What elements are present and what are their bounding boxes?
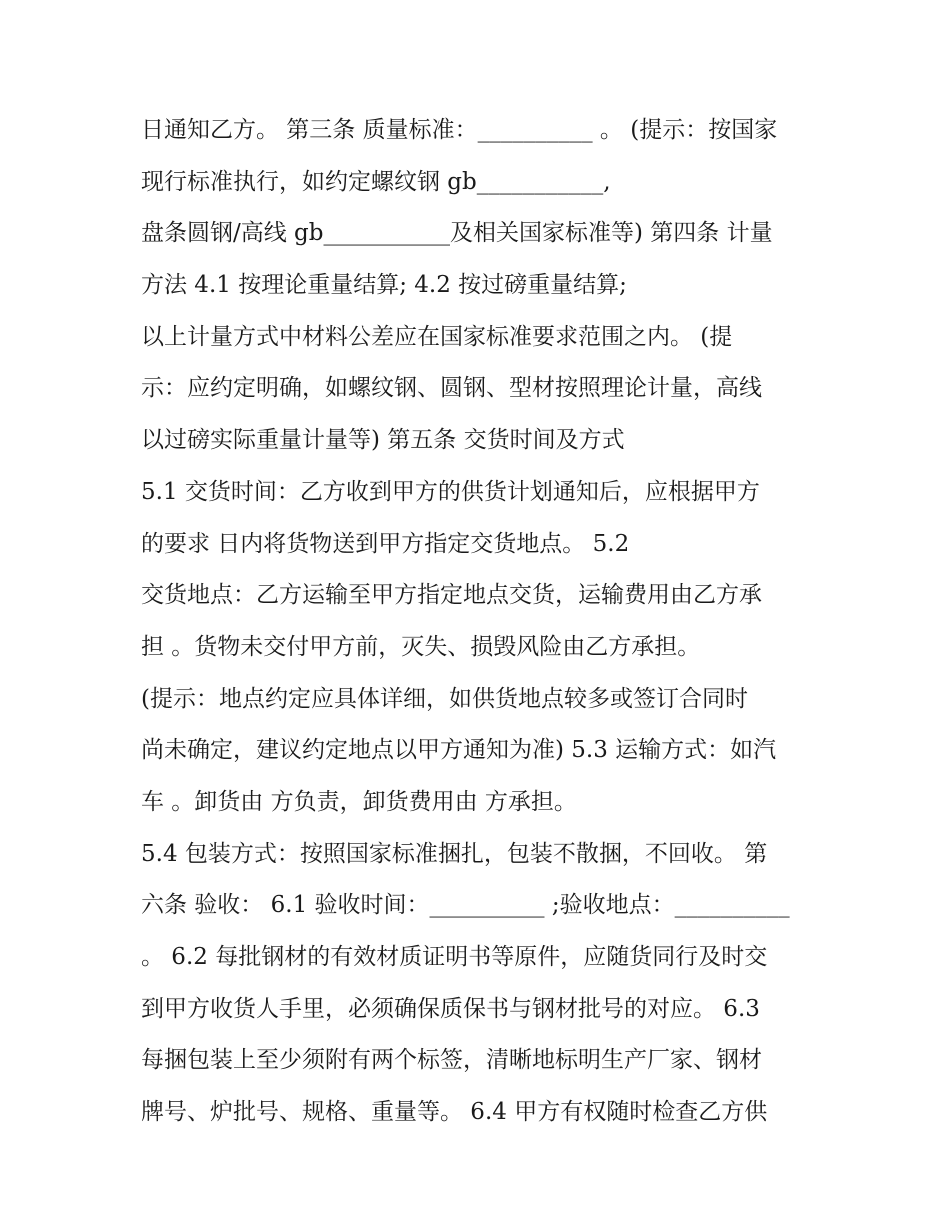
text-line-2: 现行标准执行，如约定螺纹钢 gb___________, xyxy=(141,168,611,195)
text-line-16: 六条 验收： 6.1 验收时间：__________ ;验收地点：__________ xyxy=(141,892,790,919)
text-line-3: 盘条圆钢/高线 gb___________及相关国家标准等) 第四条 计量 xyxy=(141,220,773,247)
text-line-7: 以过磅实际重量计量等) 第五条 交货时间及方式 xyxy=(141,427,625,454)
text-line-17: 。 6.2 每批钢材的有效材质证明书等原件，应随货同行及时交 xyxy=(141,944,768,970)
text-line-14: 车 。卸货由 方负责，卸货费用由 方承担。 xyxy=(141,788,577,815)
text-line-5: 以上计量方式中材料公差应在国家标准要求范围之内。 (提 xyxy=(141,323,733,350)
text-line-10: 交货地点：乙方运输至甲方指定地点交货，运输费用由乙方承 xyxy=(141,582,762,609)
text-line-20: 牌号、炉批号、规格、重量等。 6.4 甲方有权随时检查乙方供 xyxy=(141,1099,768,1126)
text-line-6: 示：应约定明确，如螺纹钢、圆钢、型材按照理论计量，高线 xyxy=(141,375,762,402)
text-line-8: 5.1 交货时间：乙方收到甲方的供货计划通知后，应根据甲方 xyxy=(141,478,760,505)
text-line-12: (提示：地点约定应具体详细，如供货地点较多或签订合同时 xyxy=(141,685,748,712)
text-line-4: 方法 4.1 按理论重量结算; 4.2 按过磅重量结算; xyxy=(141,272,627,299)
contract-text-body xyxy=(141,108,821,1142)
text-line-13: 尚未确定，建议约定地点以甲方通知为准) 5.3 运输方式：如汽 xyxy=(141,737,777,764)
text-line-1: 日通知乙方。 第三条 质量标准：__________ 。 (提示：按国家 xyxy=(141,117,778,143)
text-line-19: 每捆包装上至少须附有两个标签，清晰地标明生产厂家、钢材 xyxy=(141,1047,762,1074)
text-line-9: 的要求 日内将货物送到甲方指定交货地点。 5.2 xyxy=(141,530,630,557)
text-line-18: 到甲方收货人手里，必须确保质保书与钢材批号的对应。 6.3 xyxy=(141,995,760,1022)
text-line-11: 担 。货物未交付甲方前，灭失、损毁风险由乙方承担。 xyxy=(141,633,701,660)
text-line-15: 5.4 包装方式：按照国家标准捆扎，包装不散捆，不回收。 第 xyxy=(141,840,768,867)
